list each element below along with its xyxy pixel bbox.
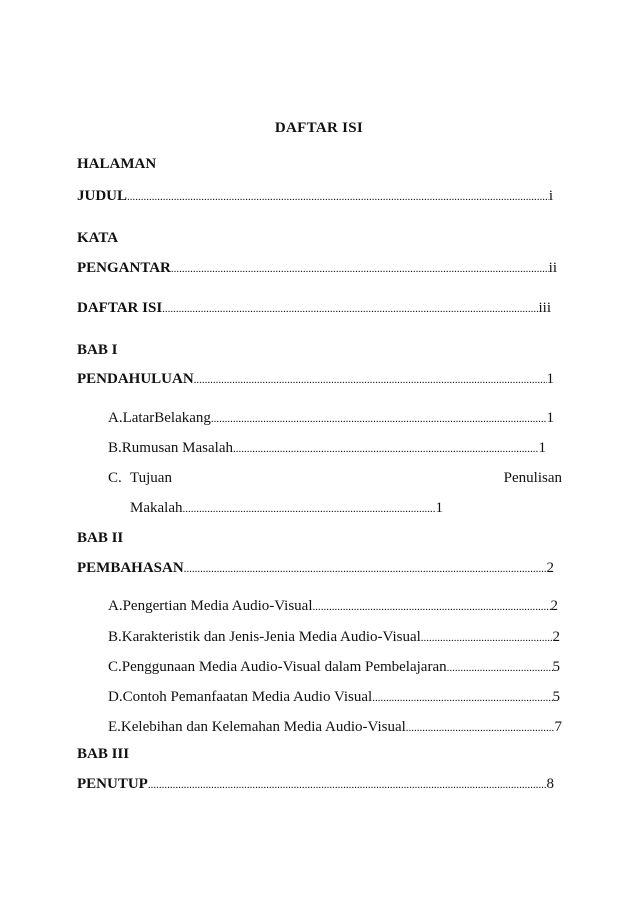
toc-page-number: 2 — [550, 598, 558, 614]
toc-entry-label: Contoh Pemanfaatan Media Audio Visual — [122, 689, 373, 705]
toc-item-letter: B. — [108, 440, 122, 456]
toc-bab2-line1: BAB II — [77, 530, 124, 546]
toc-entry-penutup — [77, 775, 554, 794]
toc-page-number: iii — [538, 300, 551, 316]
toc-subentry — [108, 718, 562, 737]
dot-leader — [194, 371, 547, 389]
toc-subentry — [108, 658, 560, 677]
toc-entry-label-continued: Penulisan — [503, 470, 562, 486]
toc-entry-halaman-judul — [77, 187, 553, 206]
dot-leader — [372, 689, 552, 707]
dot-leader — [447, 659, 553, 677]
page-title: DAFTAR ISI — [274, 120, 364, 136]
toc-item-letter: C. — [108, 659, 122, 675]
toc-subentry-left — [108, 469, 172, 487]
toc-entry-label: Kelebihan dan Kelemahan Media Audio-Visual — [120, 719, 406, 735]
toc-entry-label: PEMBAHASAN — [77, 560, 184, 576]
toc-entry-label: LatarBelakang — [122, 410, 211, 426]
toc-entry-label: Tujuan — [130, 470, 172, 486]
toc-item-letter: B. — [108, 629, 122, 645]
dot-leader — [171, 260, 549, 278]
toc-page-number: 1 — [546, 371, 554, 387]
toc-item-letter: C. — [108, 470, 122, 486]
toc-bab1-line1: BAB I — [77, 342, 118, 358]
dot-leader — [184, 560, 547, 578]
toc-entry-label: PENUTUP — [77, 776, 148, 792]
toc-page-number: ii — [548, 260, 557, 276]
toc-entry-pendahuluan — [77, 370, 554, 389]
toc-subentry — [108, 439, 546, 458]
toc-subentry — [108, 628, 560, 647]
toc-page-number: 8 — [546, 776, 554, 792]
toc-item-letter: E. — [108, 719, 121, 735]
toc-page-number: 5 — [552, 659, 560, 675]
dot-leader — [421, 629, 553, 647]
toc-bab3-line1: BAB III — [77, 746, 130, 762]
toc-subentry — [108, 688, 560, 707]
toc-entry-pembahasan — [77, 559, 554, 578]
toc-entry-label: PENGANTAR — [77, 260, 171, 276]
dot-leader — [182, 500, 435, 518]
toc-entry-kata-pengantar — [77, 259, 557, 278]
toc-item-letter: A. — [108, 598, 123, 614]
dot-leader — [148, 776, 547, 794]
toc-page-number: 1 — [546, 410, 554, 426]
toc-entry-label: Karakteristik dan Jenis-Jenia Media Audio-Visual — [121, 629, 421, 645]
dot-leader — [127, 188, 549, 206]
toc-entry-label: DAFTAR ISI — [77, 300, 163, 316]
toc-page-number: 7 — [554, 719, 562, 735]
toc-item-letter: A. — [108, 410, 123, 426]
toc-page-number: 2 — [552, 629, 560, 645]
toc-subentry — [108, 409, 554, 428]
dot-leader — [233, 440, 539, 458]
toc-entry-label: Makalah — [130, 500, 183, 516]
toc-entry-label: Rumusan Masalah — [121, 440, 233, 456]
toc-entry-label: PENDAHULUAN — [77, 371, 194, 387]
toc-page-number: 1 — [435, 500, 443, 516]
dot-leader — [211, 410, 547, 428]
dot-leader — [162, 300, 538, 318]
dot-leader — [313, 598, 551, 616]
toc-entry-label: JUDUL — [77, 188, 128, 204]
toc-item-letter: D. — [108, 689, 123, 705]
toc-subentry-continued — [130, 499, 443, 518]
dot-leader — [406, 719, 555, 737]
toc-kata-line1: KATA — [77, 230, 119, 246]
toc-page-number: 2 — [546, 560, 554, 576]
toc-subentry — [108, 597, 558, 616]
toc-page-number: 5 — [552, 689, 560, 705]
toc-halaman-line1: HALAMAN — [77, 156, 157, 172]
toc-page-number: i — [548, 188, 553, 204]
toc-subentry-split — [108, 469, 562, 487]
toc-entry-label: Penggunaan Media Audio-Visual dalam Pembelajaran — [121, 659, 447, 675]
toc-entry-daftar-isi — [77, 299, 551, 318]
toc-page-number: 1 — [538, 440, 546, 456]
toc-entry-label: Pengertian Media Audio-Visual — [122, 598, 313, 614]
